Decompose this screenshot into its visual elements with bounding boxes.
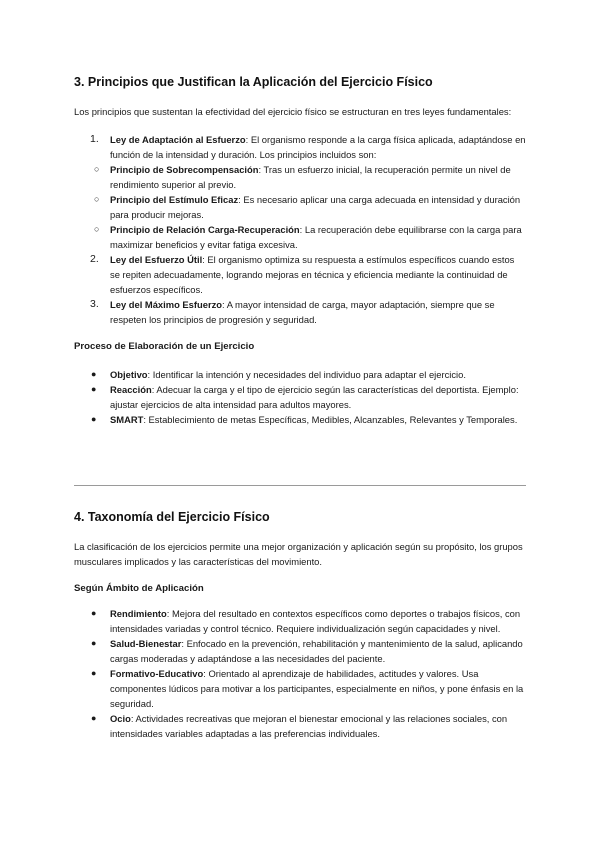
laws-list xyxy=(74,132,526,327)
law-term: Ley de Adaptación al Esfuerzo xyxy=(110,134,246,145)
principle-term: Principio de Sobrecompensación xyxy=(110,164,259,175)
bullet-icon: ● xyxy=(91,414,97,424)
law-text: : A mayor intensidad de carga, mayor adaptación, siempre que se respeten los principios de progresión y seguridad. xyxy=(110,299,495,325)
principle-text: : Tras un esfuerzo inicial, la recuperación permite un nivel de rendimiento superior al previo. xyxy=(110,164,511,190)
bullet-icon: ● xyxy=(91,713,97,723)
bullet-icon: ● xyxy=(91,384,97,394)
list-item xyxy=(74,367,526,382)
law-term: Ley del Esfuerzo Útil xyxy=(110,254,203,265)
bullet-icon: ● xyxy=(91,668,97,678)
principle-term: Principio del Estímulo Eficaz xyxy=(110,194,239,205)
scope-term: Salud-Bienestar xyxy=(110,638,182,649)
list-item xyxy=(74,412,526,427)
scope-text: : Enfocado en la prevención, rehabilitación y mantenimiento de la salud, aplicando cargas moderadas y adaptándose a las necesidades del paciente. xyxy=(110,638,523,664)
law-text: : El organismo optimiza su respuesta a estímulos específicos cuando estos se repiten adecuadamente, logrando mejoras en técnica y eficiencia mediante la continuidad de esfuerzos específicos. xyxy=(110,254,515,295)
process-term: SMART xyxy=(110,414,144,425)
list-item xyxy=(74,192,526,222)
law-text: : El organismo responde a la carga física aplicada, adaptándose en función de la intensidad y duración. Los principios incluidos son: xyxy=(110,134,526,160)
scope-text: : Orientado al aprendizaje de habilidades, actitudes y valores. Usa componentes lúdicos para motivar a los participantes, especialmente en niños, y pone énfasis en la seguridad. xyxy=(110,668,524,709)
list-number: 2. xyxy=(90,253,99,265)
section-4-intro: La clasificación de los ejercicios permite una mejor organización y aplicación según su propósito, los grupos musculares implicados y las características del movimiento. xyxy=(74,541,523,567)
section-divider xyxy=(74,485,526,486)
list-item xyxy=(74,222,526,252)
scope-text: : Mejora del resultado en contextos específicos como deportes o trabajos físicos, con intensidades variadas y control técnico. Requiere individualización según capacidades y nivel. xyxy=(110,608,521,634)
section-4 xyxy=(74,509,526,741)
section-3 xyxy=(74,74,526,427)
list-item xyxy=(74,297,526,327)
section-4-heading: 4. Taxonomía del Ejercicio Físico xyxy=(74,510,270,524)
principle-text: : Es necesario aplicar una carga adecuada en intensidad y duración para producir mejoras. xyxy=(110,194,521,220)
list-item xyxy=(74,382,526,412)
circle-bullet-icon: ○ xyxy=(94,194,100,204)
process-term: Objetivo xyxy=(110,369,148,380)
list-item xyxy=(74,606,526,636)
process-text: : Identificar la intención y necesidades del individuo para adaptar el ejercicio. xyxy=(147,369,466,380)
list-item xyxy=(74,162,526,192)
section-3-intro: Los principios que sustentan la efectividad del ejercicio físico se estructuran en tres leyes fundamentales: xyxy=(74,106,512,117)
bullet-icon: ● xyxy=(91,369,97,379)
scope-term: Formativo-Educativo xyxy=(110,668,204,679)
principle-term: Principio de Relación Carga-Recuperación xyxy=(110,224,300,235)
scope-text: : Actividades recreativas que mejoran el bienestar emocional y las relaciones sociales, con intensidades variables adaptadas a las preferencias individuales. xyxy=(110,713,508,739)
scope-list xyxy=(74,606,526,741)
list-item xyxy=(74,252,526,297)
principle-text: : La recuperación debe equilibrarse con la carga para maximizar beneficios y evitar fatiga excesiva. xyxy=(110,224,522,250)
process-list xyxy=(74,367,526,427)
principles-list xyxy=(74,162,526,252)
list-item xyxy=(74,711,526,741)
circle-bullet-icon: ○ xyxy=(94,224,100,234)
list-item xyxy=(74,636,526,666)
scope-term: Ocio xyxy=(110,713,131,724)
list-number: 1. xyxy=(90,133,99,145)
law-term: Ley del Máximo Esfuerzo xyxy=(110,299,223,310)
scope-term: Rendimiento xyxy=(110,608,167,619)
section-3-heading: 3. Principios que Justifican la Aplicación del Ejercicio Físico xyxy=(74,75,433,89)
scope-heading: Según Ámbito de Aplicación xyxy=(74,583,204,594)
list-item xyxy=(74,666,526,711)
list-item xyxy=(74,132,526,252)
process-text: : Adecuar la carga y el tipo de ejercicio según las características del deportista. Ejemplo: ajustar ejercicios de alta intensidad para adultos mayores. xyxy=(110,384,519,410)
process-text: : Establecimiento de metas Específicas, Medibles, Alcanzables, Relevantes y Temporales. xyxy=(143,414,518,425)
bullet-icon: ● xyxy=(91,638,97,648)
circle-bullet-icon: ○ xyxy=(94,164,100,174)
process-term: Reacción xyxy=(110,384,152,395)
process-heading: Proceso de Elaboración de un Ejercicio xyxy=(74,341,255,352)
list-number: 3. xyxy=(90,298,99,310)
bullet-icon: ● xyxy=(91,608,97,618)
